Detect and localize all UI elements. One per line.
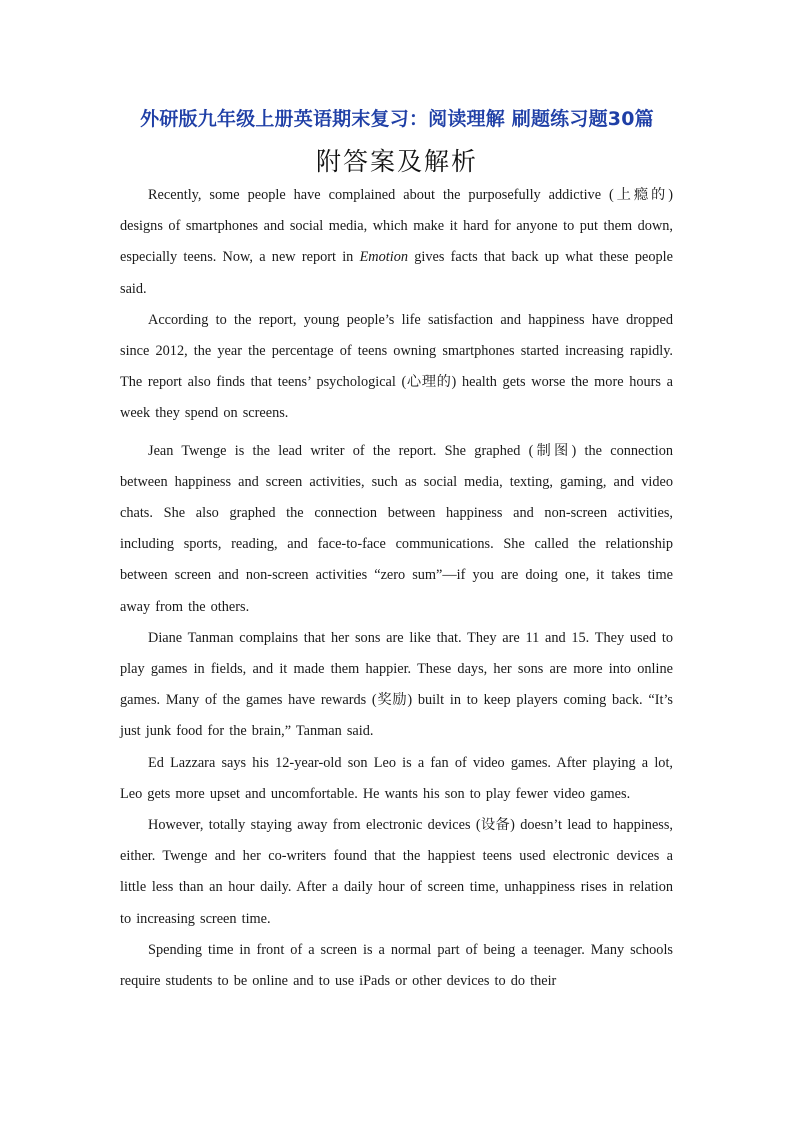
paragraph-3: Jean Twenge is the lead writer of the report. She graphed (制图) the connection between happiness and screen activities, such as social media, texting, gaming, and video chats. She also graphed the connection between happiness and non-screen activities, including sports, reading, and face-to-face communications. She called the relationship between screen and non-screen activities “zero sum”—if you are doing one, it takes time away from the others.: [120, 442, 673, 615]
paragraph-4: Diane Tanman complains that her sons are like that. They are 11 and 15. They used to play games in fields, and it made them happier. These days, her sons are more into online games. Many of the games have rewards (奖励) built in to keep players coming back. “It’s just junk food for the brain,” Tanman said.: [120, 629, 673, 740]
paragraph-2: According to the report, young people’s life satisfaction and happiness have dropped since 2012, the year the percentage of teens owning smartphones started increasing rapidly. The report also finds that teens’ psychological (心理的) health gets worse the more hours a week they spend on screens.: [120, 311, 673, 422]
paragraph-1: [120, 180, 673, 305]
paragraph-6: However, totally staying away from electronic devices (设备) doesn’t lead to happiness, either. Twenge and her co-writers found that the happiest teens used electronic devices a little less than an hour daily. After a daily hour of screen time, unhappiness rises in relation to increasing screen time.: [120, 817, 673, 927]
paragraph-7: Spending time in front of a screen is a normal part of being a teenager. Many schools require students to be online and to use iPads or other devices to do their: [120, 941, 673, 990]
paragraph-1-text: Recently, some people have complained about the purposefully addictive (上瘾的) designs of smartphones and social media, which make it hard for anyone to put them down, especially teens. Now, a new report in: [120, 187, 673, 266]
paragraph-1-text-end: gives facts that back up what these people said.: [120, 249, 673, 297]
page-subtitle: 附答案及解析: [315, 147, 478, 176]
article-body: [120, 180, 673, 997]
journal-name: Emotion: [359, 249, 409, 266]
page-title: 外研版九年级上册英语期末复习：阅读理解 刷题练习题30篇: [140, 108, 654, 130]
paragraph-5: Ed Lazzara says his 12-year-old son Leo is a fan of video games. After playing a lot, Leo gets more upset and uncomfortable. He wants his son to play fewer video games.: [120, 754, 673, 802]
